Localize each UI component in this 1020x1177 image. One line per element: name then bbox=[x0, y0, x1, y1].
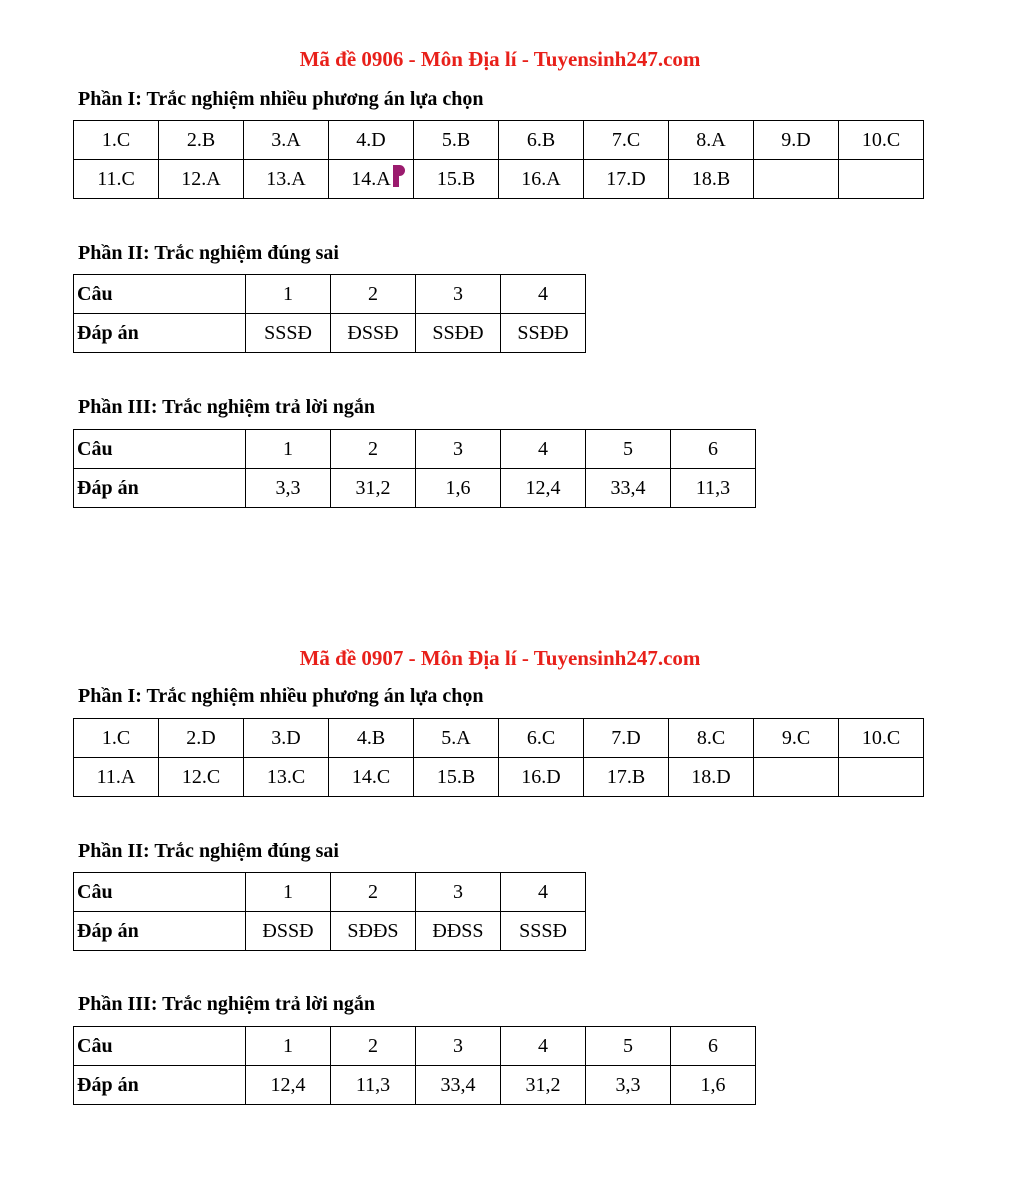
answer-cell: SSSĐ bbox=[501, 912, 586, 951]
answer-cell: 5.A bbox=[414, 719, 499, 758]
answer-cell: 5.B bbox=[414, 121, 499, 160]
question-cell: 3 bbox=[416, 1027, 501, 1066]
answer-cell: 3.A bbox=[244, 121, 329, 160]
answer-cell: 10.C bbox=[839, 719, 924, 758]
question-cell: 3 bbox=[416, 873, 501, 912]
question-cell: 6 bbox=[671, 1027, 756, 1066]
part2-answer-table bbox=[73, 872, 586, 951]
answer-cell: SĐĐS bbox=[331, 912, 416, 951]
answer-cell-with-cursor[interactable] bbox=[329, 160, 414, 199]
answer-cell: 6.C bbox=[499, 719, 584, 758]
part1-heading: Phần I: Trắc nghiệm nhiều phương án lựa chọn bbox=[78, 88, 484, 110]
answer-cell: 12.C bbox=[159, 758, 244, 797]
table-row bbox=[74, 1066, 756, 1105]
table-row bbox=[74, 912, 586, 951]
row-label: Đáp án bbox=[74, 912, 246, 951]
question-cell: 1 bbox=[246, 275, 331, 314]
row-label: Đáp án bbox=[74, 1066, 246, 1105]
answer-cell: 11.C bbox=[74, 160, 159, 199]
row-label: Câu bbox=[74, 430, 246, 469]
answer-cell: 31,2 bbox=[331, 469, 416, 508]
table-row bbox=[74, 275, 586, 314]
answer-cell: 16.D bbox=[499, 758, 584, 797]
answer-cell: 18.B bbox=[669, 160, 754, 199]
answer-cell: 12,4 bbox=[501, 469, 586, 508]
part2-heading: Phần II: Trắc nghiệm đúng sai bbox=[78, 242, 339, 264]
part3-heading: Phần III: Trắc nghiệm trả lời ngắn bbox=[78, 396, 376, 418]
question-cell: 4 bbox=[501, 1027, 586, 1066]
row-label: Đáp án bbox=[74, 314, 246, 353]
row-label: Câu bbox=[74, 873, 246, 912]
answer-cell: 3,3 bbox=[586, 1066, 671, 1105]
answer-cell: 14.C bbox=[329, 758, 414, 797]
text-cursor-icon bbox=[393, 165, 399, 187]
question-cell: 6 bbox=[671, 430, 756, 469]
row-label: Câu bbox=[74, 275, 246, 314]
answer-cell: 10.C bbox=[839, 121, 924, 160]
answer-cell: 4.D bbox=[329, 121, 414, 160]
question-cell: 1 bbox=[246, 1027, 331, 1066]
table-row bbox=[74, 719, 924, 758]
answer-cell: 1,6 bbox=[416, 469, 501, 508]
answer-cell: 4.B bbox=[329, 719, 414, 758]
answer-cell: 6.B bbox=[499, 121, 584, 160]
answer-cell bbox=[754, 758, 839, 797]
answer-cell: 7.D bbox=[584, 719, 669, 758]
table-row bbox=[74, 430, 756, 469]
part1-answer-table bbox=[73, 120, 924, 199]
answer-cell: 12.A bbox=[159, 160, 244, 199]
question-cell: 1 bbox=[246, 430, 331, 469]
answer-cell: 11.A bbox=[74, 758, 159, 797]
answer-cell: ĐĐSS bbox=[416, 912, 501, 951]
answer-cell: 15.B bbox=[414, 160, 499, 199]
question-cell: 3 bbox=[416, 275, 501, 314]
part1-heading: Phần I: Trắc nghiệm nhiều phương án lựa chọn bbox=[78, 685, 484, 707]
answer-cell: 7.C bbox=[584, 121, 669, 160]
row-label: Câu bbox=[74, 1027, 246, 1066]
answer-cell: 1,6 bbox=[671, 1066, 756, 1105]
question-cell: 4 bbox=[501, 430, 586, 469]
exam-title: Mã đề 0906 - Môn Địa lí - Tuyensinh247.com bbox=[299, 47, 701, 71]
answer-cell: 8.C bbox=[669, 719, 754, 758]
answer-cell: 12,4 bbox=[246, 1066, 331, 1105]
part1-answer-table bbox=[73, 718, 924, 797]
answer-cell: 18.D bbox=[669, 758, 754, 797]
part3-heading: Phần III: Trắc nghiệm trả lời ngắn bbox=[78, 993, 376, 1015]
question-cell: 1 bbox=[246, 873, 331, 912]
answer-cell: 3.D bbox=[244, 719, 329, 758]
question-cell: 4 bbox=[501, 275, 586, 314]
answer-cell: 13.C bbox=[244, 758, 329, 797]
exam-title: Mã đề 0907 - Môn Địa lí - Tuyensinh247.com bbox=[299, 646, 701, 670]
answer-cell bbox=[839, 160, 924, 199]
answer-cell: ĐSSĐ bbox=[331, 314, 416, 353]
answer-cell bbox=[754, 160, 839, 199]
part3-answer-table bbox=[73, 1026, 756, 1105]
question-cell: 4 bbox=[501, 873, 586, 912]
answer-cell: ĐSSĐ bbox=[246, 912, 331, 951]
question-cell: 5 bbox=[586, 430, 671, 469]
answer-cell: 8.A bbox=[669, 121, 754, 160]
answer-cell: 1.C bbox=[74, 121, 159, 160]
question-cell: 5 bbox=[586, 1027, 671, 1066]
answer-cell: 31,2 bbox=[501, 1066, 586, 1105]
answer-cell: 2.D bbox=[159, 719, 244, 758]
answer-cell: 2.B bbox=[159, 121, 244, 160]
answer-cell: SSĐĐ bbox=[416, 314, 501, 353]
part2-heading: Phần II: Trắc nghiệm đúng sai bbox=[78, 840, 339, 862]
answer-cell: 33,4 bbox=[586, 469, 671, 508]
answer-cell: 3,3 bbox=[246, 469, 331, 508]
answer-cell: 17.D bbox=[584, 160, 669, 199]
answer-cell: SSSĐ bbox=[246, 314, 331, 353]
table-row bbox=[74, 314, 586, 353]
answer-cell-text: 14.A bbox=[351, 167, 391, 190]
answer-cell bbox=[839, 758, 924, 797]
row-label: Đáp án bbox=[74, 469, 246, 508]
answer-cell: 9.D bbox=[754, 121, 839, 160]
part3-answer-table bbox=[73, 429, 756, 508]
table-row bbox=[74, 160, 924, 199]
question-cell: 3 bbox=[416, 430, 501, 469]
answer-cell: 11,3 bbox=[671, 469, 756, 508]
question-cell: 2 bbox=[331, 275, 416, 314]
table-row bbox=[74, 469, 756, 508]
table-row bbox=[74, 873, 586, 912]
part2-answer-table bbox=[73, 274, 586, 353]
table-row bbox=[74, 1027, 756, 1066]
answer-cell: 15.B bbox=[414, 758, 499, 797]
table-row bbox=[74, 121, 924, 160]
answer-cell: 16.A bbox=[499, 160, 584, 199]
answer-cell: 33,4 bbox=[416, 1066, 501, 1105]
question-cell: 2 bbox=[331, 873, 416, 912]
table-row bbox=[74, 758, 924, 797]
question-cell: 2 bbox=[331, 430, 416, 469]
answer-cell: SSĐĐ bbox=[501, 314, 586, 353]
answer-cell: 9.C bbox=[754, 719, 839, 758]
answer-cell: 13.A bbox=[244, 160, 329, 199]
question-cell: 2 bbox=[331, 1027, 416, 1066]
answer-cell: 17.B bbox=[584, 758, 669, 797]
answer-cell: 1.C bbox=[74, 719, 159, 758]
answer-cell: 11,3 bbox=[331, 1066, 416, 1105]
